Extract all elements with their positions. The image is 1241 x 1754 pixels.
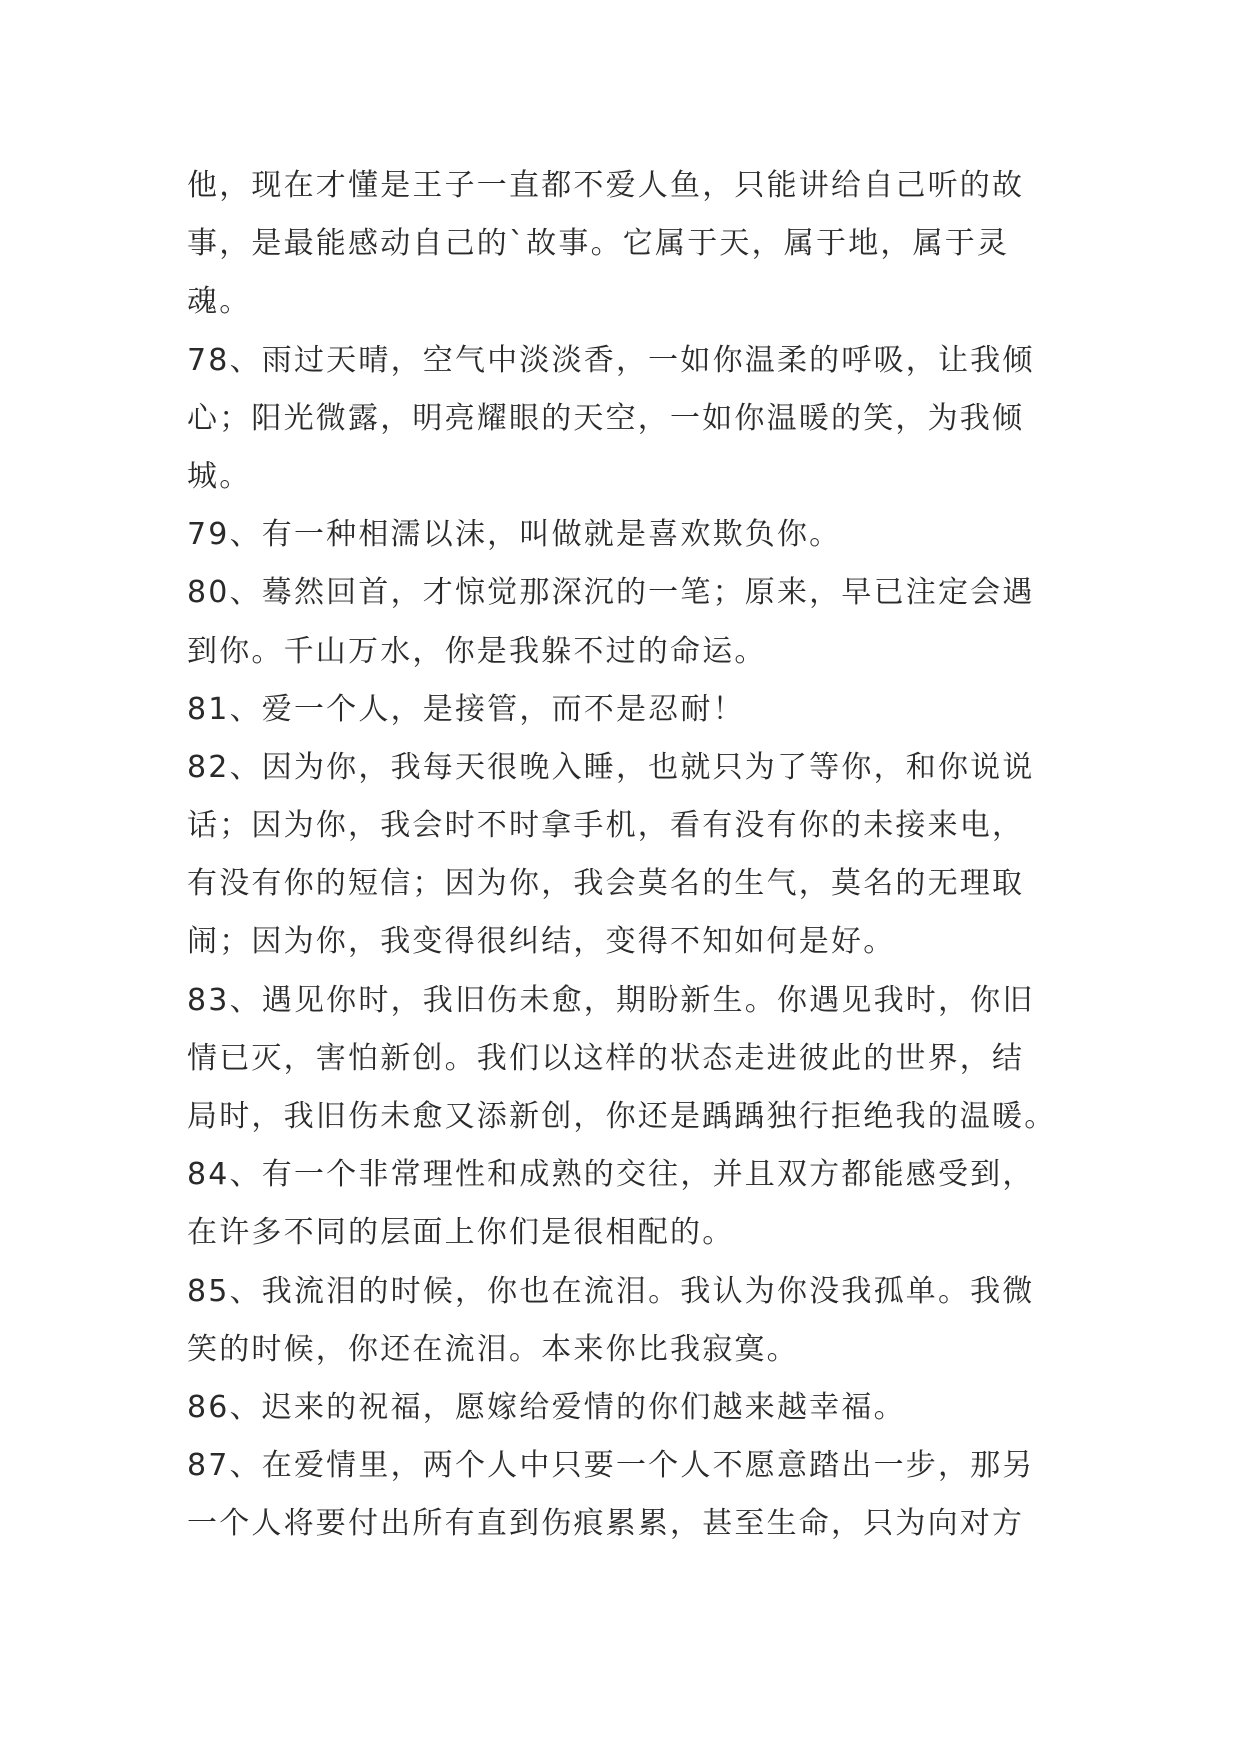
text-line: 83、遇见你时，我旧伤未愈，期盼新生。你遇见我时，你旧 [187, 982, 1035, 1018]
text-line: 到你。千山万水，你是我躲不过的命运。 [187, 633, 767, 669]
text-line: 80、蓦然回首，才惊觉那深沉的一笔；原来，早已注定会遇 [187, 575, 1035, 611]
text-line: 笑的时候，你还在流泪。本来你比我寂寞。 [187, 1331, 799, 1367]
text-line: 心；阳光微露，明亮耀眼的天空，一如你温暖的笑，为我倾 [187, 400, 1025, 436]
text-line: 局时，我旧伤未愈又添新创，你还是踽踽独行拒绝我的温暖。 [187, 1099, 1057, 1134]
text-line: 79、有一种相濡以沫，叫做就是喜欢欺负你。 [187, 517, 842, 553]
text-line: 81、爱一个人，是接管，而不是忍耐！ [187, 691, 745, 727]
body-text [187, 157, 1067, 1554]
text-line: 城。 [187, 458, 252, 494]
text-line: 魂。 [187, 284, 252, 320]
text-line: 在许多不同的层面上你们是很相配的。 [187, 1215, 735, 1251]
text-line: 78、雨过天晴，空气中淡淡香，一如你温柔的呼吸，让我倾 [187, 342, 1035, 378]
text-line: 82、因为你，我每天很晚入睡，也就只为了等你，和你说说 [187, 749, 1035, 785]
text-line: 情已灭，害怕新创。我们以这样的状态走进彼此的世界，结 [187, 1040, 1025, 1076]
text-line: 87、在爱情里，两个人中只要一个人不愿意踏出一步，那另 [187, 1448, 1035, 1484]
text-line: 他，现在才懂是王子一直都不爱人鱼，只能讲给自己听的故 [187, 168, 1025, 203]
text-line: 86、迟来的祝福，愿嫁给爱情的你们越来越幸福。 [187, 1389, 906, 1425]
text-line: 事，是最能感动自己的`故事。它属于天，属于地，属于灵 [187, 226, 1010, 262]
text-line: 有没有你的短信；因为你，我会莫名的生气，莫名的无理取 [187, 866, 1025, 902]
text-line: 一个人将要付出所有直到伤痕累累，甚至生命，只为向对方 [187, 1506, 1025, 1542]
text-line: 话；因为你，我会时不时拿手机，看有没有你的未接来电， [187, 808, 1025, 844]
text-line: 85、我流泪的时候，你也在流泪。我认为你没我孤单。我微 [187, 1273, 1035, 1309]
text-line: 闹；因为你，我变得很纠结，变得不知如何是好。 [187, 924, 896, 960]
text-line: 84、有一个非常理性和成熟的交往，并且双方都能感受到， [187, 1157, 1035, 1193]
